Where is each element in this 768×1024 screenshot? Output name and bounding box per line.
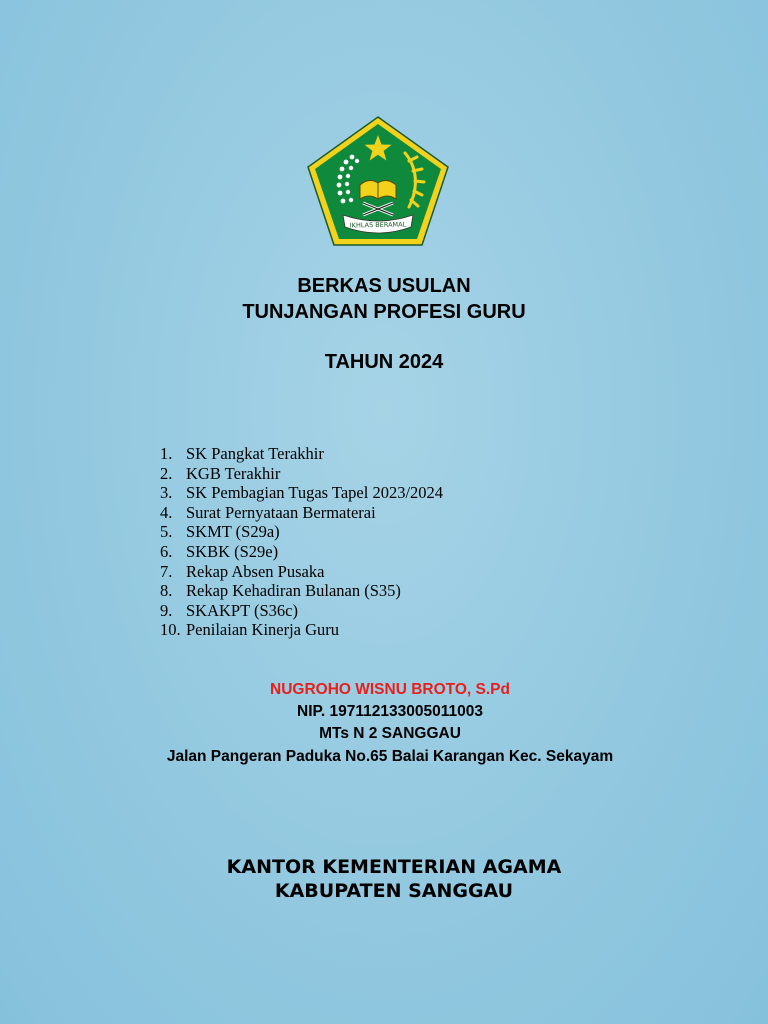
list-item [160, 464, 443, 484]
title-year: TAHUN 2024 [324, 351, 444, 373]
list-item-label: SKMT (S29a) [186, 522, 280, 542]
list-item-label: Rekap Absen Pusaka [186, 561, 325, 581]
list-item [160, 522, 443, 542]
list-item-number: 1. [160, 444, 173, 463]
list-item [160, 562, 443, 582]
office-line-2: KABUPATEN SANGGAU [274, 880, 514, 902]
list-item-label: Surat Pernyataan Bermaterai [186, 502, 376, 522]
list-item-number: 5. [160, 522, 173, 542]
school-name: MTs N 2 SANGGAU [319, 725, 461, 742]
list-item [160, 581, 443, 601]
document-title [0, 273, 768, 325]
list-item-number: 6. [160, 541, 173, 561]
list-item-number: 9. [160, 600, 173, 620]
title-line-1: BERKAS USULAN [297, 275, 471, 297]
logo-ribbon-text: IKHLAS BERAMAL [349, 220, 407, 230]
office-name [0, 855, 768, 903]
list-item-label: Rekap Kehadiran Bulanan (S35) [186, 581, 401, 601]
teacher-nip: NIP. 197112133005011003 [297, 703, 483, 720]
list-item [160, 444, 443, 464]
school-address: Jalan Pangeran Paduka No.65 Balai Karangan Kec. Sekayam [166, 748, 614, 765]
list-item [160, 620, 443, 640]
list-item-number: 2. [160, 463, 173, 483]
list-item-label: SKBK (S29e) [186, 541, 279, 561]
list-item-number: 7. [160, 561, 173, 581]
list-item [160, 483, 443, 503]
list-item-label: Penilaian Kinerja Guru [186, 620, 340, 640]
list-item-label: SK Pembagian Tugas Tapel 2023/2024 [186, 483, 444, 503]
list-item-label: SK Pangkat Terakhir [186, 444, 324, 463]
title-line-2: TUNJANGAN PROFESI GURU [242, 301, 526, 323]
list-item-label: SKAKPT (S36c) [186, 600, 298, 620]
list-item-number: 4. [160, 502, 173, 522]
list-item-number: 3. [160, 483, 173, 503]
kemenag-logo [305, 115, 451, 248]
list-item-number: 10. [160, 620, 181, 640]
list-item-label: KGB Terakhir [186, 463, 281, 483]
office-line-1: KANTOR KEMENTERIAN AGAMA [226, 856, 562, 878]
list-item-number: 8. [160, 581, 173, 601]
document-list [160, 444, 443, 640]
list-item [160, 542, 443, 562]
list-item [160, 503, 443, 523]
teacher-name: NUGROHO WISNU BROTO, S.Pd [270, 681, 510, 698]
list-item [160, 601, 443, 621]
